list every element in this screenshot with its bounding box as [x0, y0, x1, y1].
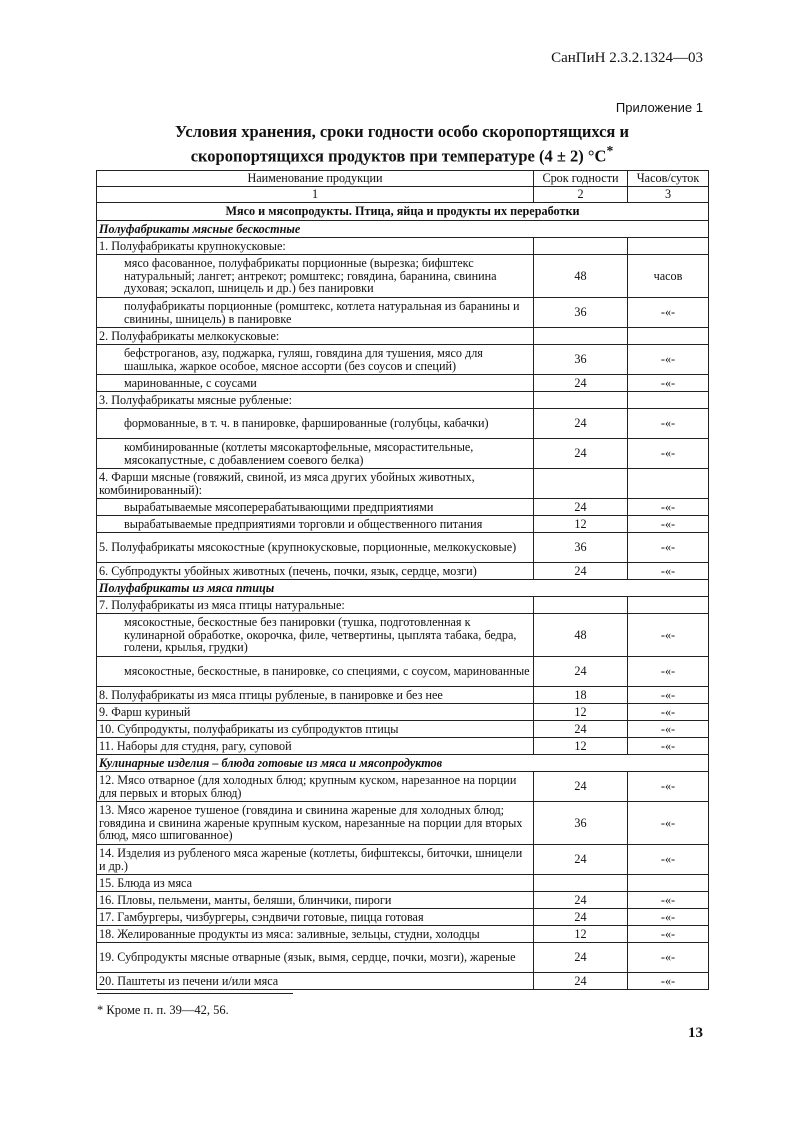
shelf-life-cell: 24	[534, 845, 628, 875]
unit-cell: -«-	[628, 892, 709, 909]
shelf-life-cell: 12	[534, 738, 628, 755]
table-row	[97, 943, 709, 973]
shelf-life-cell: 24	[534, 973, 628, 990]
product-name-cell: маринованные, с соусами	[97, 375, 534, 392]
shelf-life-cell: 36	[534, 298, 628, 328]
appendix-label: Приложение 1	[615, 100, 703, 115]
title-line-2	[96, 141, 708, 166]
storage-conditions-table	[96, 170, 709, 990]
table-row	[97, 298, 709, 328]
unit-cell: -«-	[628, 533, 709, 563]
table-row	[97, 772, 709, 802]
unit-cell	[628, 875, 709, 892]
product-name-cell: бефстроганов, азу, поджарка, гуляш, говядина для тушения, мясо для шашлыка, жаркое особое, мясное ассорти (без соусов и специй)	[97, 345, 534, 375]
table-row	[97, 597, 709, 614]
product-name-cell: 5. Полуфабрикаты мясокостные (крупнокусковые, порционные, мелкокусковые)	[97, 533, 534, 563]
shelf-life-cell: 24	[534, 772, 628, 802]
product-name-cell: 20. Паштеты из печени и/или мяса	[97, 973, 534, 990]
header-shelf-life: Срок годности	[534, 171, 628, 187]
table-row	[97, 499, 709, 516]
table-row	[97, 516, 709, 533]
table-row	[97, 657, 709, 687]
footnote-divider	[97, 993, 293, 994]
table-row	[97, 221, 709, 238]
shelf-life-cell: 48	[534, 614, 628, 657]
unit-cell: часов	[628, 255, 709, 298]
table-row	[97, 738, 709, 755]
shelf-life-cell: 24	[534, 563, 628, 580]
shelf-life-cell: 48	[534, 255, 628, 298]
product-name-cell: 9. Фарш куриный	[97, 704, 534, 721]
unit-cell: -«-	[628, 687, 709, 704]
table-row	[97, 238, 709, 255]
shelf-life-cell	[534, 238, 628, 255]
unit-cell	[628, 392, 709, 409]
shelf-life-cell: 12	[534, 926, 628, 943]
header-product-name: Наименование продукции	[97, 171, 534, 187]
shelf-life-cell	[534, 392, 628, 409]
shelf-life-cell: 12	[534, 704, 628, 721]
document-code: СанПиН 2.3.2.1324—03	[551, 50, 703, 66]
shelf-life-cell	[534, 597, 628, 614]
shelf-life-cell: 24	[534, 657, 628, 687]
product-name-cell: 7. Полуфабрикаты из мяса птицы натуральные:	[97, 597, 534, 614]
shelf-life-cell	[534, 469, 628, 499]
product-name-cell: мясокостные, бескостные без панировки (тушка, подготовленная к кулинарной обработке, окорочка, филе, четвертины, цыплята табака, бедра, голени, крылья, грудки)	[97, 614, 534, 657]
table-row	[97, 973, 709, 990]
table-row	[97, 755, 709, 772]
product-name-cell: 8. Полуфабрикаты из мяса птицы рубленые, в панировке и без нее	[97, 687, 534, 704]
product-name-cell: мясокостные, бескостные, в панировке, со специями, с соусом, маринованные	[97, 657, 534, 687]
product-name-cell: мясо фасованное, полуфабрикаты порционные (вырезка; бифштекс натуральный; лангет; антрекот; ромштекс; говядина, баранина, свинина духовая; эскалоп, шницель и др.) без панировки	[97, 255, 534, 298]
unit-cell: -«-	[628, 845, 709, 875]
table-row	[97, 687, 709, 704]
table-row	[97, 255, 709, 298]
unit-cell: -«-	[628, 375, 709, 392]
unit-cell: -«-	[628, 614, 709, 657]
shelf-life-cell: 24	[534, 409, 628, 439]
product-name-cell: 19. Субпродукты мясные отварные (язык, вымя, сердце, почки, мозги), жареные	[97, 943, 534, 973]
product-name-cell: 11. Наборы для студня, рагу, суповой	[97, 738, 534, 755]
category-heading: Полуфабрикаты из мяса птицы	[97, 580, 709, 597]
shelf-life-cell: 18	[534, 687, 628, 704]
title-line-2-text: скоропортящихся продуктов при температуре (4 ± 2) °С	[190, 146, 607, 166]
shelf-life-cell: 24	[534, 499, 628, 516]
unit-cell: -«-	[628, 973, 709, 990]
category-heading: Полуфабрикаты мясные бескостные	[97, 221, 709, 238]
title-footnote-mark: *	[606, 143, 614, 158]
unit-cell: -«-	[628, 704, 709, 721]
product-name-cell: 10. Субпродукты, полуфабрикаты из субпродуктов птицы	[97, 721, 534, 738]
table-body	[97, 203, 709, 990]
table-row	[97, 392, 709, 409]
table-row	[97, 469, 709, 499]
table-row	[97, 345, 709, 375]
shelf-life-cell: 36	[534, 802, 628, 845]
product-name-cell: 3. Полуфабрикаты мясные рубленые:	[97, 392, 534, 409]
product-name-cell: 14. Изделия из рубленого мяса жареные (котлеты, бифштексы, биточки, шницели и др.)	[97, 845, 534, 875]
unit-cell: -«-	[628, 298, 709, 328]
shelf-life-cell: 36	[534, 533, 628, 563]
table-row	[97, 721, 709, 738]
shelf-life-cell: 24	[534, 439, 628, 469]
shelf-life-cell	[534, 328, 628, 345]
page-title	[96, 122, 708, 166]
table-row	[97, 614, 709, 657]
shelf-life-cell: 24	[534, 721, 628, 738]
unit-cell: -«-	[628, 439, 709, 469]
table-row	[97, 580, 709, 597]
title-line-1: Условия хранения, сроки годности особо скоропортящихся и	[175, 122, 629, 141]
unit-cell: -«-	[628, 563, 709, 580]
product-name-cell: вырабатываемые мясоперерабатывающими предприятиями	[97, 499, 534, 516]
product-name-cell: 12. Мясо отварное (для холодных блюд; крупным куском, нарезанное на порции для первых и вторых блюд)	[97, 772, 534, 802]
column-number: 3	[628, 187, 709, 203]
product-name-cell: 6. Субпродукты убойных животных (печень, почки, язык, сердце, мозги)	[97, 563, 534, 580]
shelf-life-cell	[534, 875, 628, 892]
category-heading: Кулинарные изделия – блюда готовые из мяса и мясопродуктов	[97, 755, 709, 772]
table-row	[97, 203, 709, 221]
unit-cell: -«-	[628, 409, 709, 439]
column-number: 1	[97, 187, 534, 203]
shelf-life-cell: 24	[534, 892, 628, 909]
product-name-cell: формованные, в т. ч. в панировке, фаршированные (голубцы, кабачки)	[97, 409, 534, 439]
unit-cell	[628, 469, 709, 499]
unit-cell: -«-	[628, 772, 709, 802]
table-row	[97, 328, 709, 345]
column-number: 2	[534, 187, 628, 203]
shelf-life-cell: 24	[534, 375, 628, 392]
unit-cell: -«-	[628, 738, 709, 755]
product-name-cell: 18. Желированные продукты из мяса: заливные, зельцы, студни, холодцы	[97, 926, 534, 943]
shelf-life-cell: 24	[534, 909, 628, 926]
unit-cell: -«-	[628, 802, 709, 845]
unit-cell: -«-	[628, 345, 709, 375]
product-name-cell: 17. Гамбургеры, чизбургеры, сэндвичи готовые, пицца готовая	[97, 909, 534, 926]
column-number-row	[97, 187, 709, 203]
table-row	[97, 533, 709, 563]
table-row	[97, 926, 709, 943]
product-name-cell: комбинированные (котлеты мясокартофельные, мясорастительные, мясокапустные, с добавлением соевого белка)	[97, 439, 534, 469]
unit-cell	[628, 328, 709, 345]
product-name-cell: вырабатываемые предприятиями торговли и общественного питания	[97, 516, 534, 533]
table-row	[97, 563, 709, 580]
table-row	[97, 439, 709, 469]
product-name-cell: 13. Мясо жареное тушеное (говядина и свинина жареные для холодных блюд; говядина и свинина жареные крупным куском, нарезанные на порции для вторых блюд, мясо шпигованное)	[97, 802, 534, 845]
unit-cell: -«-	[628, 909, 709, 926]
product-name-cell: 1. Полуфабрикаты крупнокусковые:	[97, 238, 534, 255]
product-name-cell: 15. Блюда из мяса	[97, 875, 534, 892]
unit-cell	[628, 597, 709, 614]
product-name-cell: полуфабрикаты порционные (ромштекс, котлета натуральная из баранины и свинины, шницель) в панировке	[97, 298, 534, 328]
page-number: 13	[688, 1025, 703, 1041]
table-row	[97, 375, 709, 392]
table-row	[97, 409, 709, 439]
table-row	[97, 892, 709, 909]
header-row	[97, 171, 709, 187]
product-name-cell: 16. Пловы, пельмени, манты, беляши, блинчики, пироги	[97, 892, 534, 909]
unit-cell: -«-	[628, 499, 709, 516]
unit-cell: -«-	[628, 516, 709, 533]
shelf-life-cell: 24	[534, 943, 628, 973]
shelf-life-cell: 12	[534, 516, 628, 533]
unit-cell: -«-	[628, 721, 709, 738]
unit-cell: -«-	[628, 926, 709, 943]
table-row	[97, 802, 709, 845]
table-row	[97, 704, 709, 721]
table-row	[97, 909, 709, 926]
section-heading: Мясо и мясопродукты. Птица, яйца и продукты их переработки	[97, 203, 709, 221]
table-row	[97, 845, 709, 875]
table-row	[97, 875, 709, 892]
unit-cell	[628, 238, 709, 255]
shelf-life-cell: 36	[534, 345, 628, 375]
unit-cell: -«-	[628, 943, 709, 973]
product-name-cell: 2. Полуфабрикаты мелкокусковые:	[97, 328, 534, 345]
footnote: * Кроме п. п. 39—42, 56.	[97, 1003, 229, 1017]
header-unit: Часов/суток	[628, 171, 709, 187]
product-name-cell: 4. Фарши мясные (говяжий, свиной, из мяса других убойных животных, комбинированный):	[97, 469, 534, 499]
unit-cell: -«-	[628, 657, 709, 687]
